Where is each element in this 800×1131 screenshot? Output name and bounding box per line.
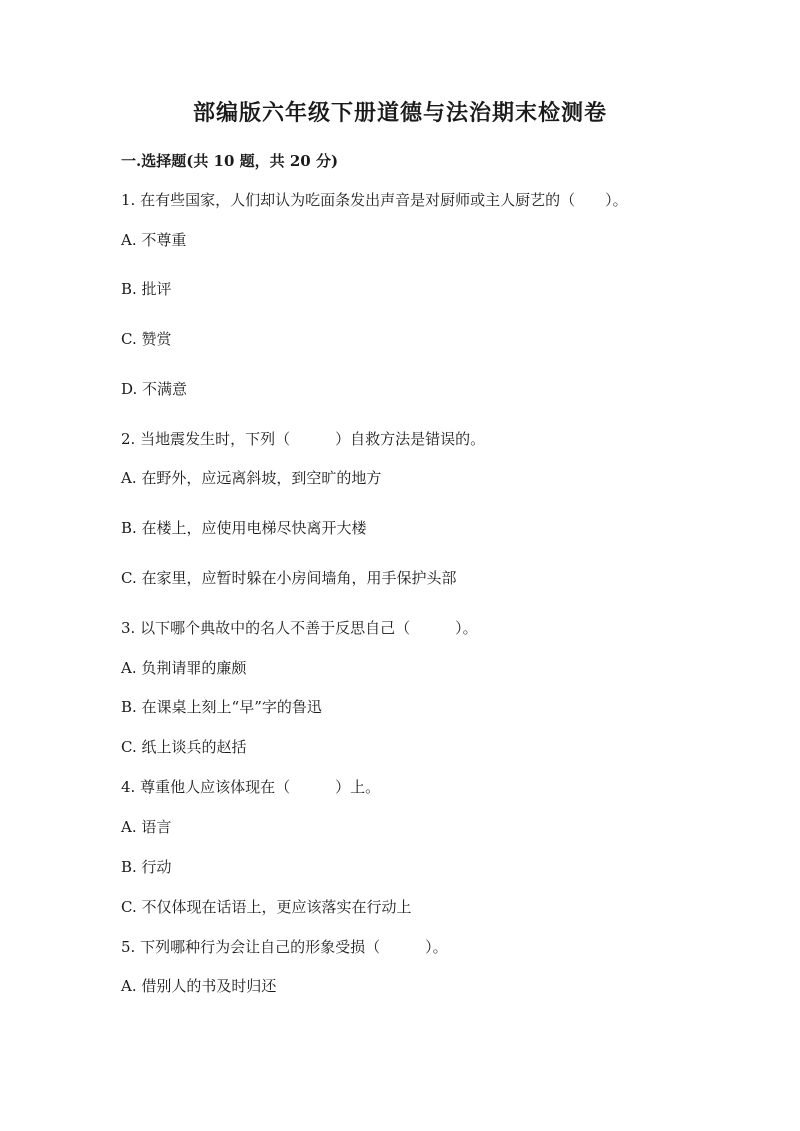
question-1-option-b: B. 批评 [121, 280, 172, 298]
question-3-option-a: A. 负荆请罪的廉颇 [121, 659, 247, 677]
page-title: 部编版六年级下册道德与法治期末检测卷 [192, 100, 607, 126]
question-1-option-c: C. 赞赏 [121, 330, 172, 348]
question-2-option-c: C. 在家里，应暂时躲在小房间墙角，用手保护头部 [121, 569, 457, 587]
question-5-stem: 5. 下列哪种行为会让自己的形象受损（ ）。 [121, 938, 448, 956]
section-heading: 一.选择题(共 10 题，共 20 分) [121, 152, 339, 170]
question-3-option-c: C. 纸上谈兵的赵括 [121, 738, 247, 756]
question-1-stem: 1. 在有些国家，人们却认为吃面条发出声音是对厨师或主人厨艺的（ ）。 [121, 191, 628, 209]
question-4-option-c: C. 不仅体现在话语上，更应该落实在行动上 [121, 898, 412, 916]
question-2-option-b: B. 在楼上，应使用电梯尽快离开大楼 [121, 519, 367, 537]
question-2-option-a: A. 在野外，应远离斜坡，到空旷的地方 [121, 469, 382, 487]
question-3-option-b: B. 在课桌上刻上“早”字的鲁迅 [121, 698, 322, 716]
question-4-option-a: A. 语言 [121, 818, 172, 836]
question-1-option-a: A. 不尊重 [121, 231, 187, 249]
question-3-stem: 3. 以下哪个典故中的名人不善于反思自己（ ）。 [121, 619, 478, 637]
question-4-stem: 4. 尊重他人应该体现在（ ）上。 [121, 778, 381, 796]
question-4-option-b: B. 行动 [121, 858, 172, 876]
question-2-stem: 2. 当地震发生时，下列（ ）自救方法是错误的。 [121, 430, 486, 448]
question-5-option-a: A. 借别人的书及时归还 [121, 977, 277, 995]
question-1-option-d: D. 不满意 [121, 380, 188, 398]
